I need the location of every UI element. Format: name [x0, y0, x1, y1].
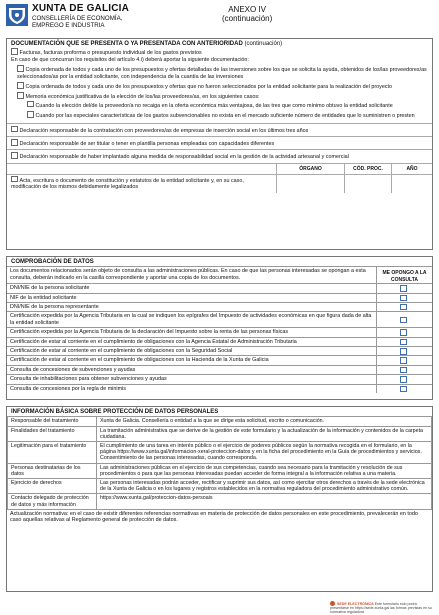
oppose-header: ME OPONGO A LA CONSULTA	[376, 267, 432, 283]
doc-item-budgets-unselected	[7, 82, 432, 90]
oppose-cell	[376, 294, 432, 302]
oppose-checkbox[interactable]	[400, 317, 407, 324]
data-verification-label: DNI/NIE de la persona representante	[10, 304, 99, 311]
data-verification-section	[6, 256, 433, 400]
data-verification-label: Consulta de concesiones de subvenciones y ayudas	[10, 366, 136, 373]
oppose-checkbox[interactable]	[400, 376, 407, 383]
annex-title-main: ANEXO IV	[228, 5, 267, 14]
col-cod-proc: CÓD. PROC.	[344, 164, 391, 174]
data-verification-row	[7, 327, 432, 336]
documentation-title-text: DOCUMENTACIÓN QUE SE PRESENTA O YA PRESENTADA CON ANTERIORIDAD	[11, 41, 243, 47]
data-verification-intro: Los documentos relacionados serán objeto de consulta a las administraciones públicas. En caso de que las personas interesadas se opongan a esta consulta, deberán indicarlo en la casilla correspondiente y aportar una copia de los documentos.	[10, 268, 366, 281]
invoices-checkbox[interactable]	[11, 48, 18, 55]
data-verification-label: Certificación expedida por la Agencia Tributaria de la declaración del Impuesto sobre la renta de las personas físicas	[10, 329, 289, 336]
data-verification-row	[7, 384, 432, 393]
oppose-cell	[376, 284, 432, 292]
oppose-cell	[376, 366, 432, 374]
data-verification-row	[7, 302, 432, 311]
oppose-cell	[376, 328, 432, 336]
data-verification-row	[7, 311, 432, 327]
data-protection-key: Legitimación para el tratamiento	[8, 442, 97, 464]
declaration-2-checkbox[interactable]	[11, 139, 18, 146]
documentation-title	[7, 39, 432, 48]
declaration-1-checkbox[interactable]	[11, 126, 18, 133]
data-verification-list	[7, 283, 432, 393]
data-protection-key: Personas destinatarias de los datos	[8, 463, 97, 478]
doc-item-declaration-3	[7, 149, 432, 162]
acta-checkbox[interactable]	[11, 176, 18, 183]
data-verification-row	[7, 293, 432, 302]
data-verification-row	[7, 283, 432, 292]
documentation-section	[6, 38, 433, 250]
data-verification-label: Certificación de estar al corriente en el cumplimiento de obligaciones con la Hacienda de la Xunta de Galicia	[10, 357, 269, 364]
data-protection-section	[6, 406, 433, 592]
acta-label: Acta, escritura o documento de constitución y estatutos de la entidad solicitante y, en su caso, modificación de los mismos debidamente legalizados	[11, 177, 244, 191]
oppose-checkbox[interactable]	[400, 329, 407, 336]
annex-title	[222, 5, 272, 23]
data-verification-row	[7, 365, 432, 374]
col-organo: ÓRGANO	[276, 164, 344, 174]
col-ano: AÑO	[391, 164, 432, 174]
page-footer	[330, 601, 434, 614]
annex-title-sub: (continuación)	[222, 14, 273, 23]
budgets-selected-checkbox[interactable]	[17, 65, 24, 72]
oppose-checkbox[interactable]	[400, 285, 407, 292]
doc-item-budgets-selected	[7, 65, 432, 80]
budgets-selected-label: Copia ordenada de todos y cada uno de los presupuestos y ofertas detalladas de las inversiones sobre los que se solicita la ayuda, obtenidos de los/las proveedores/as seleccionados/as por la entidad solicitante, con independencia de la cuantía de las inversiones	[17, 67, 427, 80]
invoices-label: Facturas, facturas proforma o presupuesto individual de los gastos previstos	[19, 50, 202, 57]
data-verification-label: DNI/NIE de la persona solicitante	[10, 285, 90, 292]
oppose-checkbox[interactable]	[400, 295, 407, 302]
data-verification-intro-row	[7, 266, 432, 283]
memory-case-1-checkbox[interactable]	[27, 101, 34, 108]
oppose-cell	[376, 347, 432, 355]
oppose-cell	[376, 375, 432, 383]
data-protection-row	[8, 479, 432, 494]
data-protection-value: Las administraciones públicas en el ejercicio de sus competencias, cuando sea necesario para la tramitación y resolución de sus procedimientos o para que las personas interesadas puedan acceder de forma integral a la información relativa a una materia.	[97, 463, 432, 478]
doc-item-memory-case-2	[7, 111, 432, 119]
oppose-cell	[376, 356, 432, 364]
data-protection-key: Ejercicio de derechos	[8, 479, 97, 494]
doc-item-declaration-2	[7, 136, 432, 149]
doc-item-declaration-1	[7, 123, 432, 136]
oppose-checkbox[interactable]	[400, 304, 407, 311]
acta-text	[7, 175, 276, 193]
oppose-cell	[376, 385, 432, 393]
data-protection-key: Responsable del tratamiento	[8, 417, 97, 426]
memory-case-2-checkbox[interactable]	[27, 111, 34, 118]
data-protection-value: Las personas interesadas podrán acceder, rectificar y suprimir sus datos, así como ejercitar otros derechos a través de la sede electrónica de la Xunta de Galicia o en los lugares y registros establecidos en la normativa reguladora del procedimiento administrativo común.	[97, 479, 432, 494]
oppose-checkbox[interactable]	[400, 339, 407, 346]
data-verification-label: Certificación expedida por la Agencia Tributaria en la cual se indiquen los epígrafes del Impuesto de actividades económicas en que figura dada de alta la entidad solicitante	[10, 313, 372, 326]
doc-item-invoices	[7, 48, 432, 56]
budgets-unselected-label: Copia ordenada de todos y cada uno de los presupuestos y ofertas que no fueron seleccionados por la entidad solicitante para la realización del proyecto	[25, 84, 393, 91]
data-verification-label: NIF de la entidad solicitante	[10, 294, 77, 301]
data-protection-row	[8, 442, 432, 464]
budgets-unselected-checkbox[interactable]	[17, 82, 24, 89]
declaration-3-checkbox[interactable]	[11, 152, 18, 159]
data-protection-key: Finalidades del tratamiento	[8, 426, 97, 441]
data-protection-row	[8, 417, 432, 426]
oppose-cell	[376, 303, 432, 311]
oppose-checkbox[interactable]	[400, 348, 407, 355]
xunta-logo-icon	[6, 4, 28, 26]
declaration-1-label: Declaración responsable de la contratación con proveedores/as de empresas de inserción social en los últimos tres años	[19, 127, 309, 134]
acta-table-header	[7, 163, 432, 174]
data-protection-row	[8, 494, 432, 509]
oppose-cell	[376, 338, 432, 346]
data-protection-row	[8, 463, 432, 478]
memory-case-1-label: Cuando la elección del/de la proveedor/a no recaiga en la oferta económica más ventajosa, de las tres que como mínimo obtuvo la entidad solicitante	[35, 102, 393, 109]
memory-checkbox[interactable]	[17, 92, 24, 99]
memory-label: Memoria económica justificativa de la elección de los/las proveedores/as, en los siguientes casos:	[25, 94, 260, 101]
data-verification-label: Certificación de estar al corriente en el cumplimiento de obligaciones con la Seguridad Social	[10, 348, 233, 355]
org-name: XUNTA DE GALICIA	[32, 3, 130, 14]
footer-brand: SEDE ELECTRÓNICA	[337, 602, 374, 606]
data-protection-title: INFORMACIÓN BÁSICA SOBRE PROTECCIÓN DE DATOS PERSONALES	[11, 409, 219, 415]
acta-cod-proc-field[interactable]	[344, 175, 391, 193]
oppose-checkbox[interactable]	[400, 386, 407, 393]
acta-row	[7, 174, 432, 193]
data-protection-value: Xunta de Galicia. Consellería o entidad a la que se dirige esta solicitud, escrito o comunicación.	[97, 417, 432, 426]
page-header	[6, 3, 433, 35]
department-line-2: EMPREGO E INDUSTRIA	[32, 22, 105, 29]
data-verification-row	[7, 355, 432, 364]
department-line-1: CONSELLERÍA DE ECONOMÍA,	[32, 15, 123, 22]
acta-organo-field[interactable]	[276, 175, 344, 193]
data-verification-label: Consulta de concesiones por la regla de minimis	[10, 385, 126, 392]
oppose-cell	[376, 312, 432, 327]
doc-requirements-note: En caso de que concurran los requisitos del artículo 4.i) deberá aportar la siguiente documentación:	[11, 56, 249, 63]
data-protection-table	[7, 416, 432, 509]
doc-item-memory-case-1	[7, 101, 432, 109]
data-verification-label: Certificación de estar al corriente en el cumplimiento de obligaciones con la Agencia Estatal de Administración Tributaria	[10, 338, 297, 345]
data-protection-value: https://www.xunta.gal/proteccion-datos-persoais	[97, 494, 432, 509]
declaration-2-label: Declaración responsable de ser titular o tener en plantilla personas empleadas con capacidades diferentes	[19, 141, 275, 148]
oppose-checkbox[interactable]	[400, 367, 407, 374]
oppose-checkbox[interactable]	[400, 357, 407, 364]
data-verification-row	[7, 346, 432, 355]
data-protection-row	[8, 426, 432, 441]
data-verification-row	[7, 374, 432, 383]
data-protection-value: El cumplimiento de una tarea en interés público o el ejercicio de poderes públicos según la normativa recogida en el formulario, en la página https://www.xunta.gal/informacion-xeral-proteccion-datos y en la ficha del procedimiento en la Guía de procedimientos y servicios. Consentimiento de las personas interesadas, cuando corresponda.	[97, 442, 432, 464]
data-verification-label: Consulta de inhabilitaciones para obtener subvenciones y ayudas	[10, 376, 167, 383]
acta-ano-field[interactable]	[391, 175, 432, 193]
department-name	[32, 15, 122, 29]
data-verification-row	[7, 337, 432, 346]
normative-update-note: Actualización normativa: en el caso de existir diferentes referencias normativas en materia de protección de datos personales en este procedimiento, prevalecerán en todo caso aquellas relativas al Reglamento general de protección de datos.	[10, 510, 418, 524]
data-protection-value: La tramitación administrativa que se derive de la gestión de este formulario y la actualización de la información y contenidos de la carpeta ciudadana.	[97, 426, 432, 441]
declaration-3-label: Declaración responsable de haber implantado alguna medida de responsabilidad social en la gestión de la actividad artesanal y comercial	[19, 154, 349, 161]
data-protection-key: Contacto delegado de protección de datos y más información	[8, 494, 97, 509]
footer-text: Este formulario solo podrá presentarse en https://sede.xunta.gal las formas previstas en su normativa reguladora	[330, 602, 432, 614]
documentation-title-sub: (continuación)	[244, 41, 283, 47]
data-verification-title: COMPROBACIÓN DE DATOS	[11, 259, 94, 265]
doc-item-memory	[7, 92, 432, 100]
memory-case-2-label: Cuando por las especiales características de los gastos subvencionables no exista en el mercado suficiente número de entidades que lo suministren o presten	[35, 113, 415, 120]
